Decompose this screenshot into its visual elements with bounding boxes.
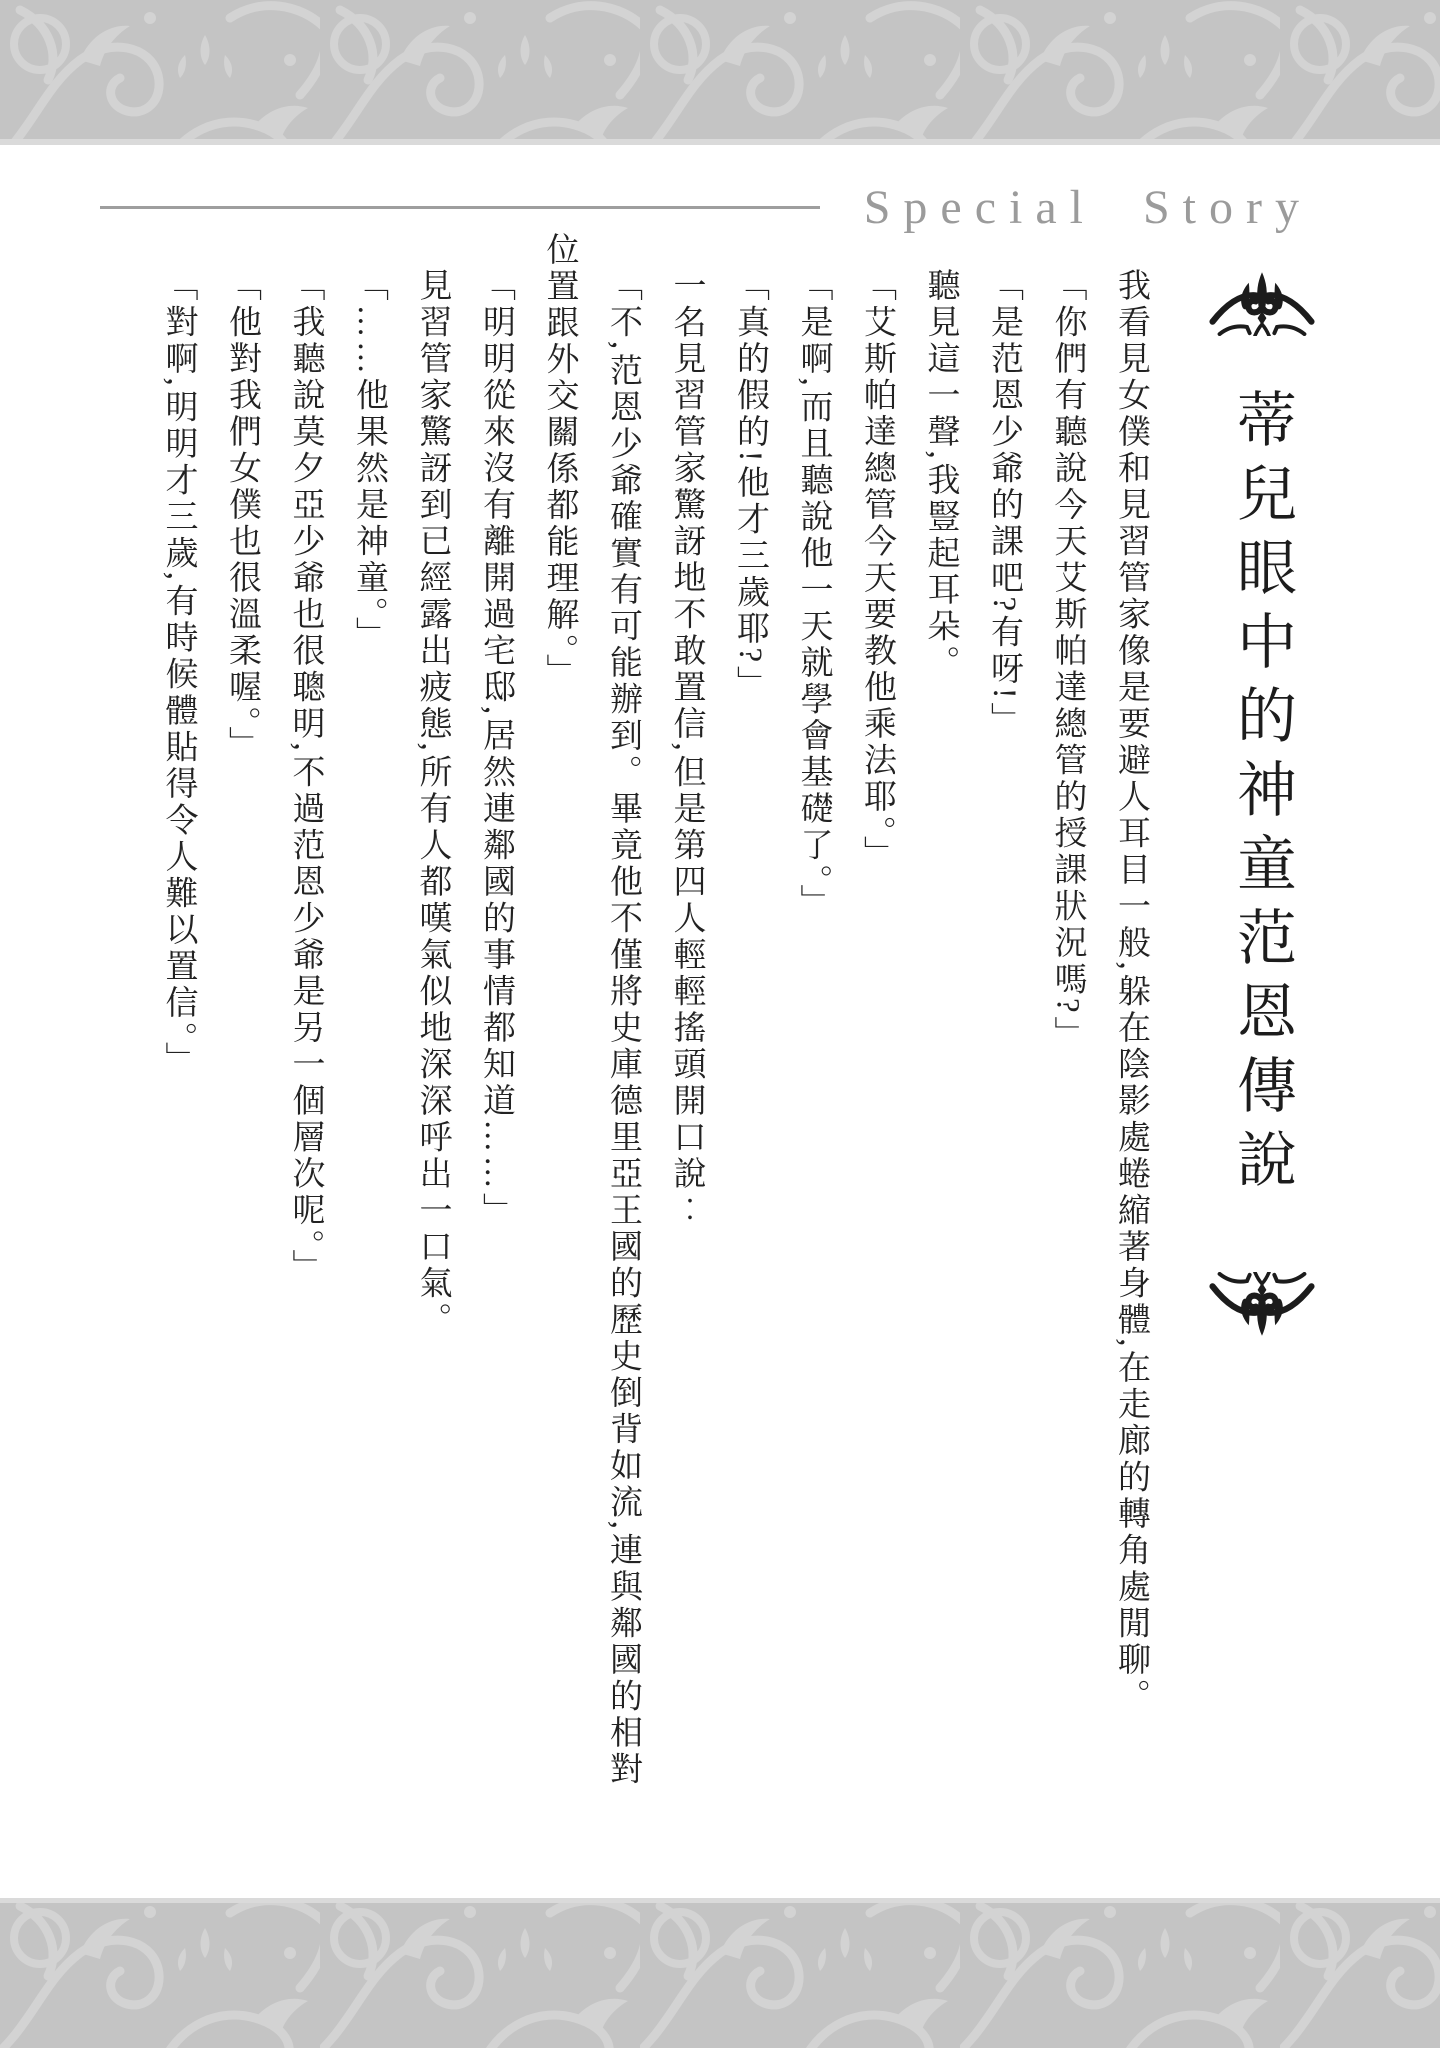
story-paragraph: 「對啊,明明才三歲,有時候體貼得令人難以置信。」 bbox=[160, 268, 197, 1078]
fleuron-icon bbox=[1209, 272, 1315, 336]
damask-border-bottom bbox=[0, 1898, 1440, 2048]
story-paragraph: 「我聽說莫夕亞少爺也很聰明,不過范恩少爺是另一個層次呢。」 bbox=[287, 268, 324, 1286]
story-paragraph: 「真的假的!他才三歲耶?」 bbox=[732, 268, 768, 703]
story-paragraph: 「不,范恩少爺確實有可能辦到。畢竟他不僅將史庫德里亞王國的歷史倒背如流,連與鄰國的相對位置跟外交關係都能理解。」 bbox=[541, 232, 641, 1788]
story-paragraph: 「……他果然是神童。」 bbox=[351, 268, 387, 653]
story-paragraph: 我看見女僕和見習管家像是要避人耳目一般,躲在陰影處蜷縮著身體,在走廊的轉角處閒聊。 bbox=[1113, 268, 1149, 1715]
story-paragraph: 聽見這一聲,我豎起耳朵。 bbox=[922, 268, 959, 682]
story-paragraph: 「是啊,而且聽說他一天就學會基礎了。」 bbox=[795, 268, 832, 921]
header-rule bbox=[100, 206, 820, 209]
damask-border-top bbox=[0, 0, 1440, 145]
story-paragraph: 見習管家驚訝到已經露出疲態,所有人都嘆氣似地深深呼出一口氣。 bbox=[414, 268, 451, 1339]
fleuron-flipped-icon bbox=[1209, 1272, 1315, 1336]
story-text bbox=[146, 232, 1162, 1802]
story-paragraph: 「你們有聽說今天艾斯帕達總管的授課狀況嗎?」 bbox=[1049, 268, 1086, 1053]
story-paragraph: 「明明從來沒有離開過宅邸,居然連鄰國的事情都知道……」 bbox=[478, 268, 514, 1229]
header-label: Special Story bbox=[863, 181, 1312, 234]
page-title: 蒂兒眼中的神童范恩傳說 bbox=[1229, 388, 1295, 1202]
story-paragraph: 「是范恩少爺的課吧?有呀!」 bbox=[986, 268, 1022, 739]
title-block bbox=[1208, 272, 1316, 1342]
story-paragraph: 「艾斯帕達總管今天要教他乘法耶。」 bbox=[859, 268, 895, 872]
story-paragraph: 一名見習管家驚訝地不敢置信,但是第四人輕輕搖頭開口說︰ bbox=[668, 268, 705, 1229]
story-paragraph: 「他對我們女僕也很溫柔喔。」 bbox=[224, 268, 260, 763]
